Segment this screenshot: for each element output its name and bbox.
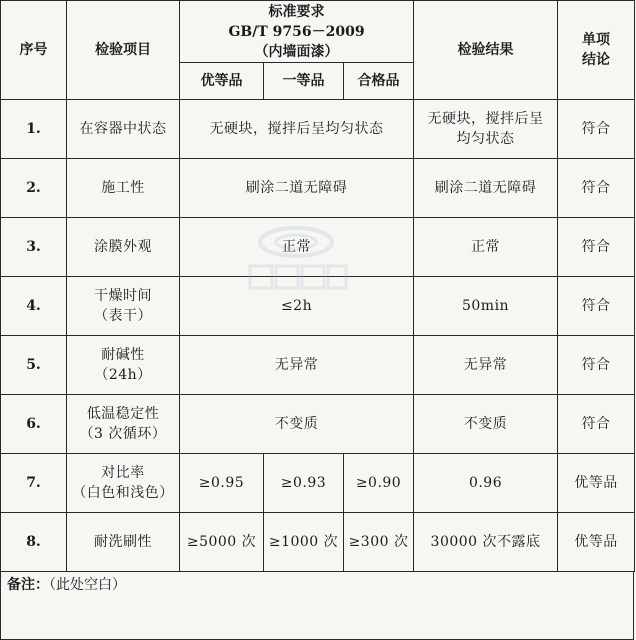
row-conclusion: 符合 bbox=[558, 394, 635, 453]
row-result: 30000 次不露底 bbox=[414, 512, 558, 571]
row-result: 无异常 bbox=[414, 335, 558, 394]
table-row bbox=[1, 335, 635, 394]
row-conclusion: 优等品 bbox=[558, 453, 635, 512]
row-number: 2. bbox=[1, 158, 67, 217]
row-item bbox=[67, 335, 180, 394]
row-grade-premium: ≥0.95 bbox=[180, 453, 264, 512]
row-grade-first: ≥1000 次 bbox=[264, 512, 344, 571]
row-standard: 不变质 bbox=[180, 394, 414, 453]
header-conclusion bbox=[558, 1, 635, 100]
row-item-line-2: （3 次循环） bbox=[79, 425, 167, 442]
header-grade-first: 一等品 bbox=[264, 63, 344, 100]
row-standard: ≤2h bbox=[180, 276, 414, 335]
remarks-label: 备注： bbox=[7, 577, 49, 593]
row-grade-qualified: ≥300 次 bbox=[344, 512, 414, 571]
row-item-line-1: 对比率 bbox=[101, 464, 145, 481]
row-number: 1. bbox=[1, 99, 67, 158]
table-row bbox=[1, 158, 635, 217]
row-standard: 刷涂二道无障碍 bbox=[180, 158, 414, 217]
row-item: 耐洗刷性 bbox=[67, 512, 180, 571]
table-row bbox=[1, 217, 635, 276]
row-item-line-1: 耐碱性 bbox=[101, 346, 145, 363]
row-item: 在容器中状态 bbox=[67, 99, 180, 158]
table-row bbox=[1, 512, 635, 571]
table-row bbox=[1, 394, 635, 453]
table-row bbox=[1, 276, 635, 335]
row-item-line-1: 低温稳定性 bbox=[86, 405, 160, 422]
row-result: 正常 bbox=[414, 217, 558, 276]
row-result: 不变质 bbox=[414, 394, 558, 453]
row-grade-premium: ≥5000 次 bbox=[180, 512, 264, 571]
row-item: 涂膜外观 bbox=[67, 217, 180, 276]
row-item-line-2: （24h） bbox=[94, 366, 152, 383]
header-conclusion-line-2: 结论 bbox=[582, 51, 611, 68]
row-item bbox=[67, 453, 180, 512]
row-result: 0.96 bbox=[414, 453, 558, 512]
row-grade-qualified: ≥0.90 bbox=[344, 453, 414, 512]
header-seq: 序号 bbox=[1, 1, 67, 100]
row-item-line-2: （表干） bbox=[94, 307, 152, 324]
header-standard-line-1: 标准要求 bbox=[268, 3, 325, 20]
row-item-line-2: （白色和浅色） bbox=[72, 484, 174, 501]
row-item bbox=[67, 276, 180, 335]
header-grade-premium: 优等品 bbox=[180, 63, 264, 100]
remarks-text: （此处空白） bbox=[49, 577, 126, 593]
row-conclusion: 符合 bbox=[558, 99, 635, 158]
row-conclusion: 符合 bbox=[558, 158, 635, 217]
table-row bbox=[1, 453, 635, 512]
header-item: 检验项目 bbox=[67, 1, 180, 100]
header-standard-line-2: GB/T 9756－2009 bbox=[228, 23, 365, 40]
row-result bbox=[414, 99, 558, 158]
header-conclusion-line-1: 单项 bbox=[582, 31, 611, 48]
row-standard: 正常 bbox=[180, 217, 414, 276]
row-standard: 无硬块，搅拌后呈均匀状态 bbox=[180, 99, 414, 158]
remarks-note bbox=[7, 574, 126, 594]
remarks-section bbox=[0, 572, 634, 640]
row-result: 50min bbox=[414, 276, 558, 335]
row-conclusion: 优等品 bbox=[558, 512, 635, 571]
row-conclusion: 符合 bbox=[558, 276, 635, 335]
row-conclusion: 符合 bbox=[558, 217, 635, 276]
row-number: 4. bbox=[1, 276, 67, 335]
row-item: 施工性 bbox=[67, 158, 180, 217]
header-result: 检验结果 bbox=[414, 1, 558, 100]
row-number: 8. bbox=[1, 512, 67, 571]
row-standard: 无异常 bbox=[180, 335, 414, 394]
row-number: 7. bbox=[1, 453, 67, 512]
header-grade-qualified: 合格品 bbox=[344, 63, 414, 100]
header-standard bbox=[180, 1, 414, 63]
row-item bbox=[67, 394, 180, 453]
row-item-line-1: 干燥时间 bbox=[94, 287, 152, 304]
row-grade-first: ≥0.93 bbox=[264, 453, 344, 512]
row-conclusion: 符合 bbox=[558, 335, 635, 394]
header-standard-line-3: （内墙面漆） bbox=[254, 43, 339, 60]
row-number: 3. bbox=[1, 217, 67, 276]
header-row-top bbox=[1, 1, 635, 63]
row-result-line-1: 无硬块，搅拌后呈 bbox=[427, 110, 544, 127]
row-result: 刷涂二道无障碍 bbox=[414, 158, 558, 217]
row-number: 5. bbox=[1, 335, 67, 394]
row-result-line-2: 均匀状态 bbox=[456, 130, 515, 147]
table-row bbox=[1, 99, 635, 158]
row-number: 6. bbox=[1, 394, 67, 453]
